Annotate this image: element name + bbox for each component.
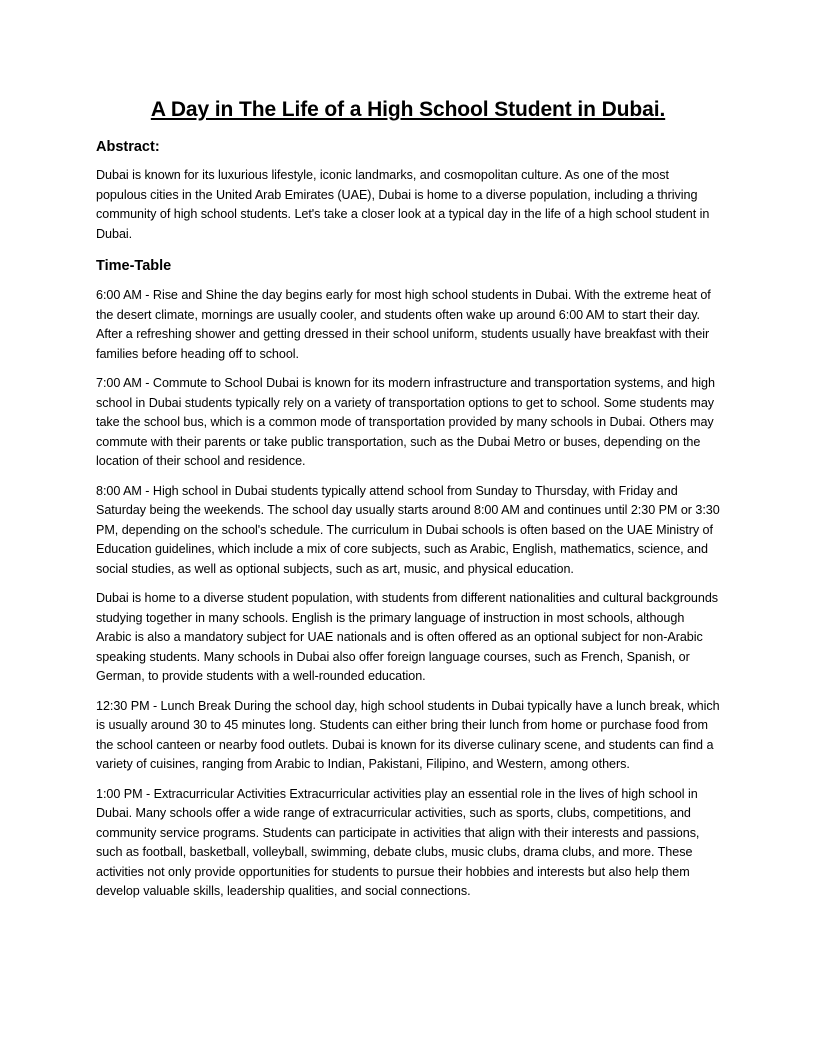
- paragraph-lunch-break: 12:30 PM - Lunch Break During the school day, high school students in Dubai typically have a lunch break, which is usually around 30 to 45 minutes long. Students can either bring their lunch from home or purchase food from the school canteen or nearby food outlets. Dubai is known for its diverse culinary scene, and students can find a variety of cuisines, ranging from Arabic to Indian, Pakistani, Filipino, and Western, among others.: [96, 698, 720, 771]
- paragraph-8am-school: 8:00 AM - High school in Dubai students typically attend school from Sunday to Thursday, with Friday and Saturday being the weekends. The school day usually starts around 8:00 AM and continues until 2:30 PM or 3:30 PM, depending on the school's schedule. The curriculum in Dubai schools is often based on the UAE Ministry of Education guidelines, which include a mix of core subjects, such as Arabic, English, mathematics, science, and social studies, as well as optional subjects, such as art, music, and physical education.: [96, 483, 720, 576]
- abstract-paragraph: Dubai is known for its luxurious lifestyle, iconic landmarks, and cosmopolitan culture. As one of the most populous cities in the United Arab Emirates (UAE), Dubai is home to a diverse population, including a thriving community of high school students. Let's take a closer look at a typical day in the life of a high school student in Dubai.: [96, 168, 710, 241]
- document-title: A Day in The Life of a High School Student in Dubai.: [150, 98, 666, 121]
- paragraph-6am-rise: 6:00 AM - Rise and Shine the day begins early for most high school students in Dubai. With the extreme heat of the desert climate, mornings are usually cooler, and students often wake up around 6:00 AM to start their day. After a refreshing shower and getting dressed in their school uniform, students usually have breakfast with their families before heading off to school.: [96, 288, 711, 361]
- timetable-heading: Time-Table: [96, 258, 172, 274]
- paragraph-extracurricular: 1:00 PM - Extracurricular Activities Extracurricular activities play an essential role in the lives of high school in Dubai. Many schools offer a wide range of extracurricular activities, such as sports, clubs, competitions, and community service programs. Students can participate in activities that align with their interests and passions, such as football, basketball, volleyball, swimming, debate clubs, music clubs, drama clubs, and more. These activities not only provide opportunities for students to pursue their hobbies and interests but also help them develop valuable skills, leadership qualities, and social connections.: [96, 786, 700, 898]
- paragraph-diversity: Dubai is home to a diverse student population, with students from different nationalities and cultural backgrounds studying together in many schools. English is the primary language of instruction in most schools, although Arabic is also a mandatory subject for UAE nationals and is often offered as an optional subject for non-Arabic speaking students. Many schools in Dubai also offer foreign language courses, such as French, Spanish, or German, to provide students with a well-rounded education.: [96, 591, 719, 683]
- abstract-heading: Abstract:: [96, 139, 160, 155]
- paragraph-7am-commute: 7:00 AM - Commute to School Dubai is known for its modern infrastructure and transportation systems, and high school in Dubai students typically rely on a variety of transportation options to get to school. Some students may take the school bus, which is a common mode of transportation provided by many schools in Dubai. Others may commute with their parents or take public transportation, such as the Dubai Metro or buses, depending on the location of their school and residence.: [96, 376, 715, 468]
- document-page: [96, 96, 720, 902]
